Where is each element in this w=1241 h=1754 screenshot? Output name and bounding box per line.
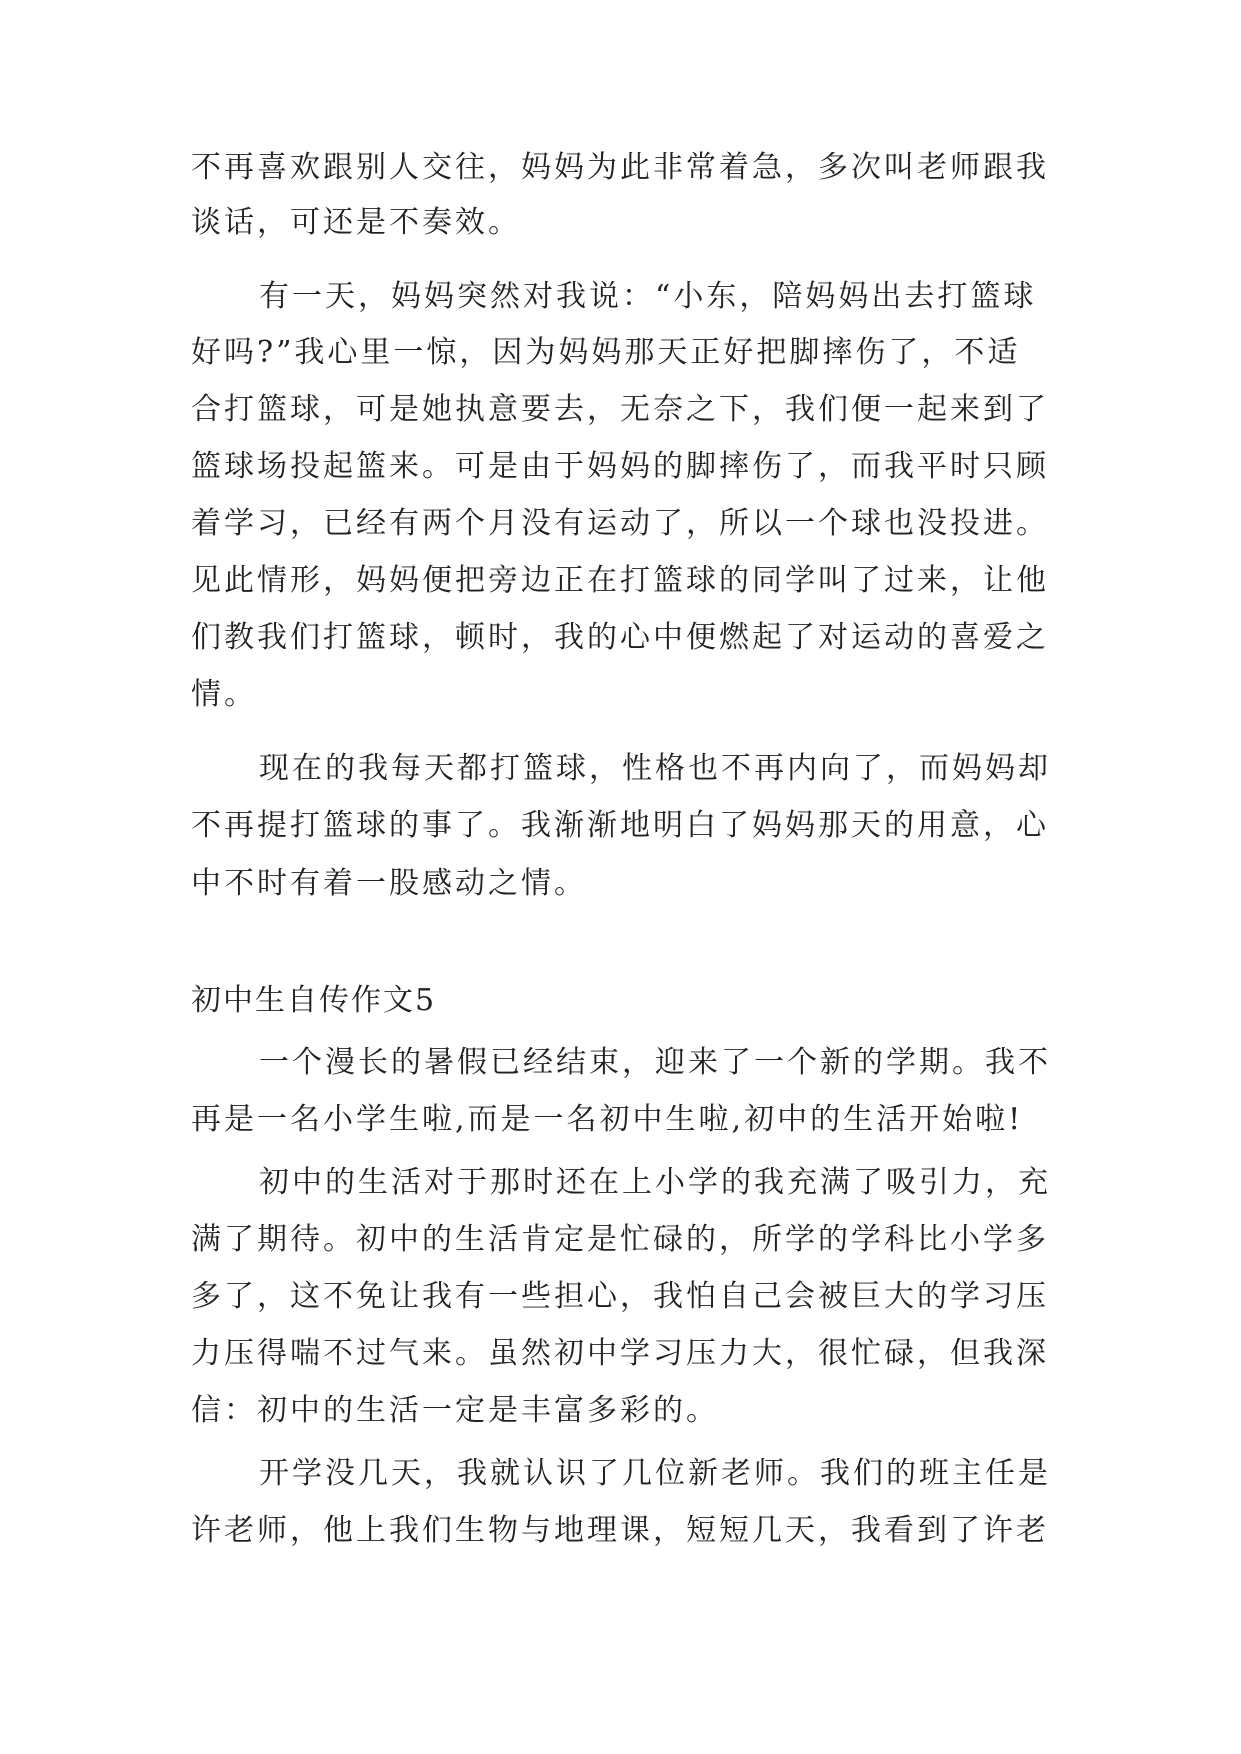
text-line-21: 信：初中的生活一定是丰富多彩的。 xyxy=(191,1393,719,1428)
text-line-3: 有一天，妈妈突然对我说：“小东，陪妈妈出去打篮球 xyxy=(259,279,1037,314)
text-line-6: 篮球场投起篮来。可是由于妈妈的脚摔伤了，而我平时只顾 xyxy=(191,449,1049,484)
text-line-12: 不再提打篮球的事了。我渐渐地明白了妈妈那天的用意，心 xyxy=(191,808,1049,843)
text-line-18: 满了期待。初中的生活肯定是忙碌的，所学的学科比小学多 xyxy=(191,1222,1049,1257)
text-line-20: 力压得喘不过气来。虽然初中学习压力大，很忙碌，但我深 xyxy=(191,1336,1049,1371)
text-line-7: 着学习，已经有两个月没有运动了，所以一个球也没投进。 xyxy=(191,506,1049,541)
text-line-19: 多了，这不免让我有一些担心，我怕自己会被巨大的学习压 xyxy=(191,1279,1049,1314)
section-heading: 初中生自传作文5 xyxy=(191,983,437,1018)
text-line-13: 中不时有着一股感动之情。 xyxy=(191,866,587,901)
text-line-15: 一个漫长的暑假已经结束，迎来了一个新的学期。我不 xyxy=(259,1045,1051,1080)
text-line-1: 不再喜欢跟别人交往，妈妈为此非常着急，多次叫老师跟我 xyxy=(191,150,1049,185)
text-line-16: 再是一名小学生啦,而是一名初中生啦,初中的生活开始啦! xyxy=(191,1102,1024,1137)
text-line-11: 现在的我每天都打篮球，性格也不再内向了，而妈妈却 xyxy=(259,751,1051,786)
text-line-8: 见此情形，妈妈便把旁边正在打篮球的同学叫了过来，让他 xyxy=(191,563,1049,598)
text-line-2: 谈话，可还是不奏效。 xyxy=(191,205,521,240)
text-line-22: 开学没几天，我就认识了几位新老师。我们的班主任是 xyxy=(259,1456,1051,1491)
text-line-9: 们教我们打篮球，顿时，我的心中便燃起了对运动的喜爱之 xyxy=(191,620,1049,655)
text-line-5: 合打篮球，可是她执意要去，无奈之下，我们便一起来到了 xyxy=(191,392,1049,427)
text-line-23: 许老师，他上我们生物与地理课，短短几天，我看到了许老 xyxy=(191,1513,1049,1548)
text-line-10: 情。 xyxy=(191,677,257,712)
text-line-4: 好吗?”我心里一惊，因为妈妈那天正好把脚摔伤了，不适 xyxy=(191,335,1021,370)
text-line-17: 初中的生活对于那时还在上小学的我充满了吸引力，充 xyxy=(259,1165,1051,1200)
